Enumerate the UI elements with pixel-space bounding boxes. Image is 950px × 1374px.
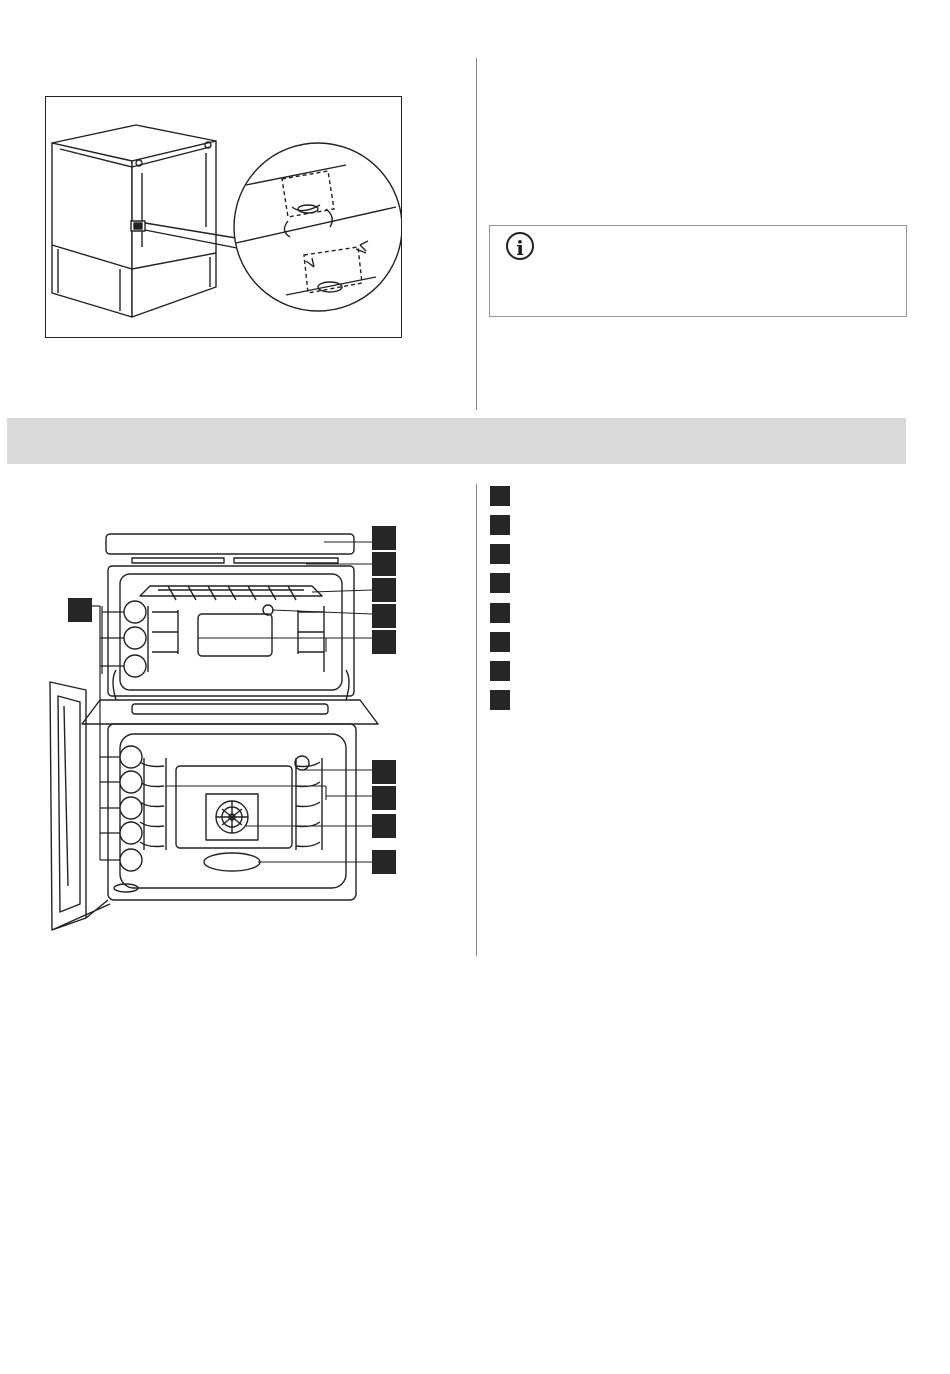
legend-marker xyxy=(490,632,510,652)
oven-body-drawing xyxy=(46,97,401,337)
installation-figure xyxy=(45,96,402,338)
anti-tilt-bracket-detail xyxy=(234,143,401,311)
info-icon: i xyxy=(506,232,534,260)
legend-marker xyxy=(490,603,510,623)
legend-marker xyxy=(490,486,510,506)
double-oven-diagram xyxy=(40,520,420,940)
legend-marker xyxy=(490,661,510,681)
legend-marker xyxy=(490,690,510,710)
info-note xyxy=(489,225,907,317)
oven-product-drawing xyxy=(40,520,420,940)
legend-marker xyxy=(490,573,510,593)
column-divider-top xyxy=(476,58,477,410)
legend-marker xyxy=(490,515,510,535)
column-divider-bottom xyxy=(476,484,477,956)
legend-marker xyxy=(490,544,510,564)
section-header-band xyxy=(7,418,906,464)
